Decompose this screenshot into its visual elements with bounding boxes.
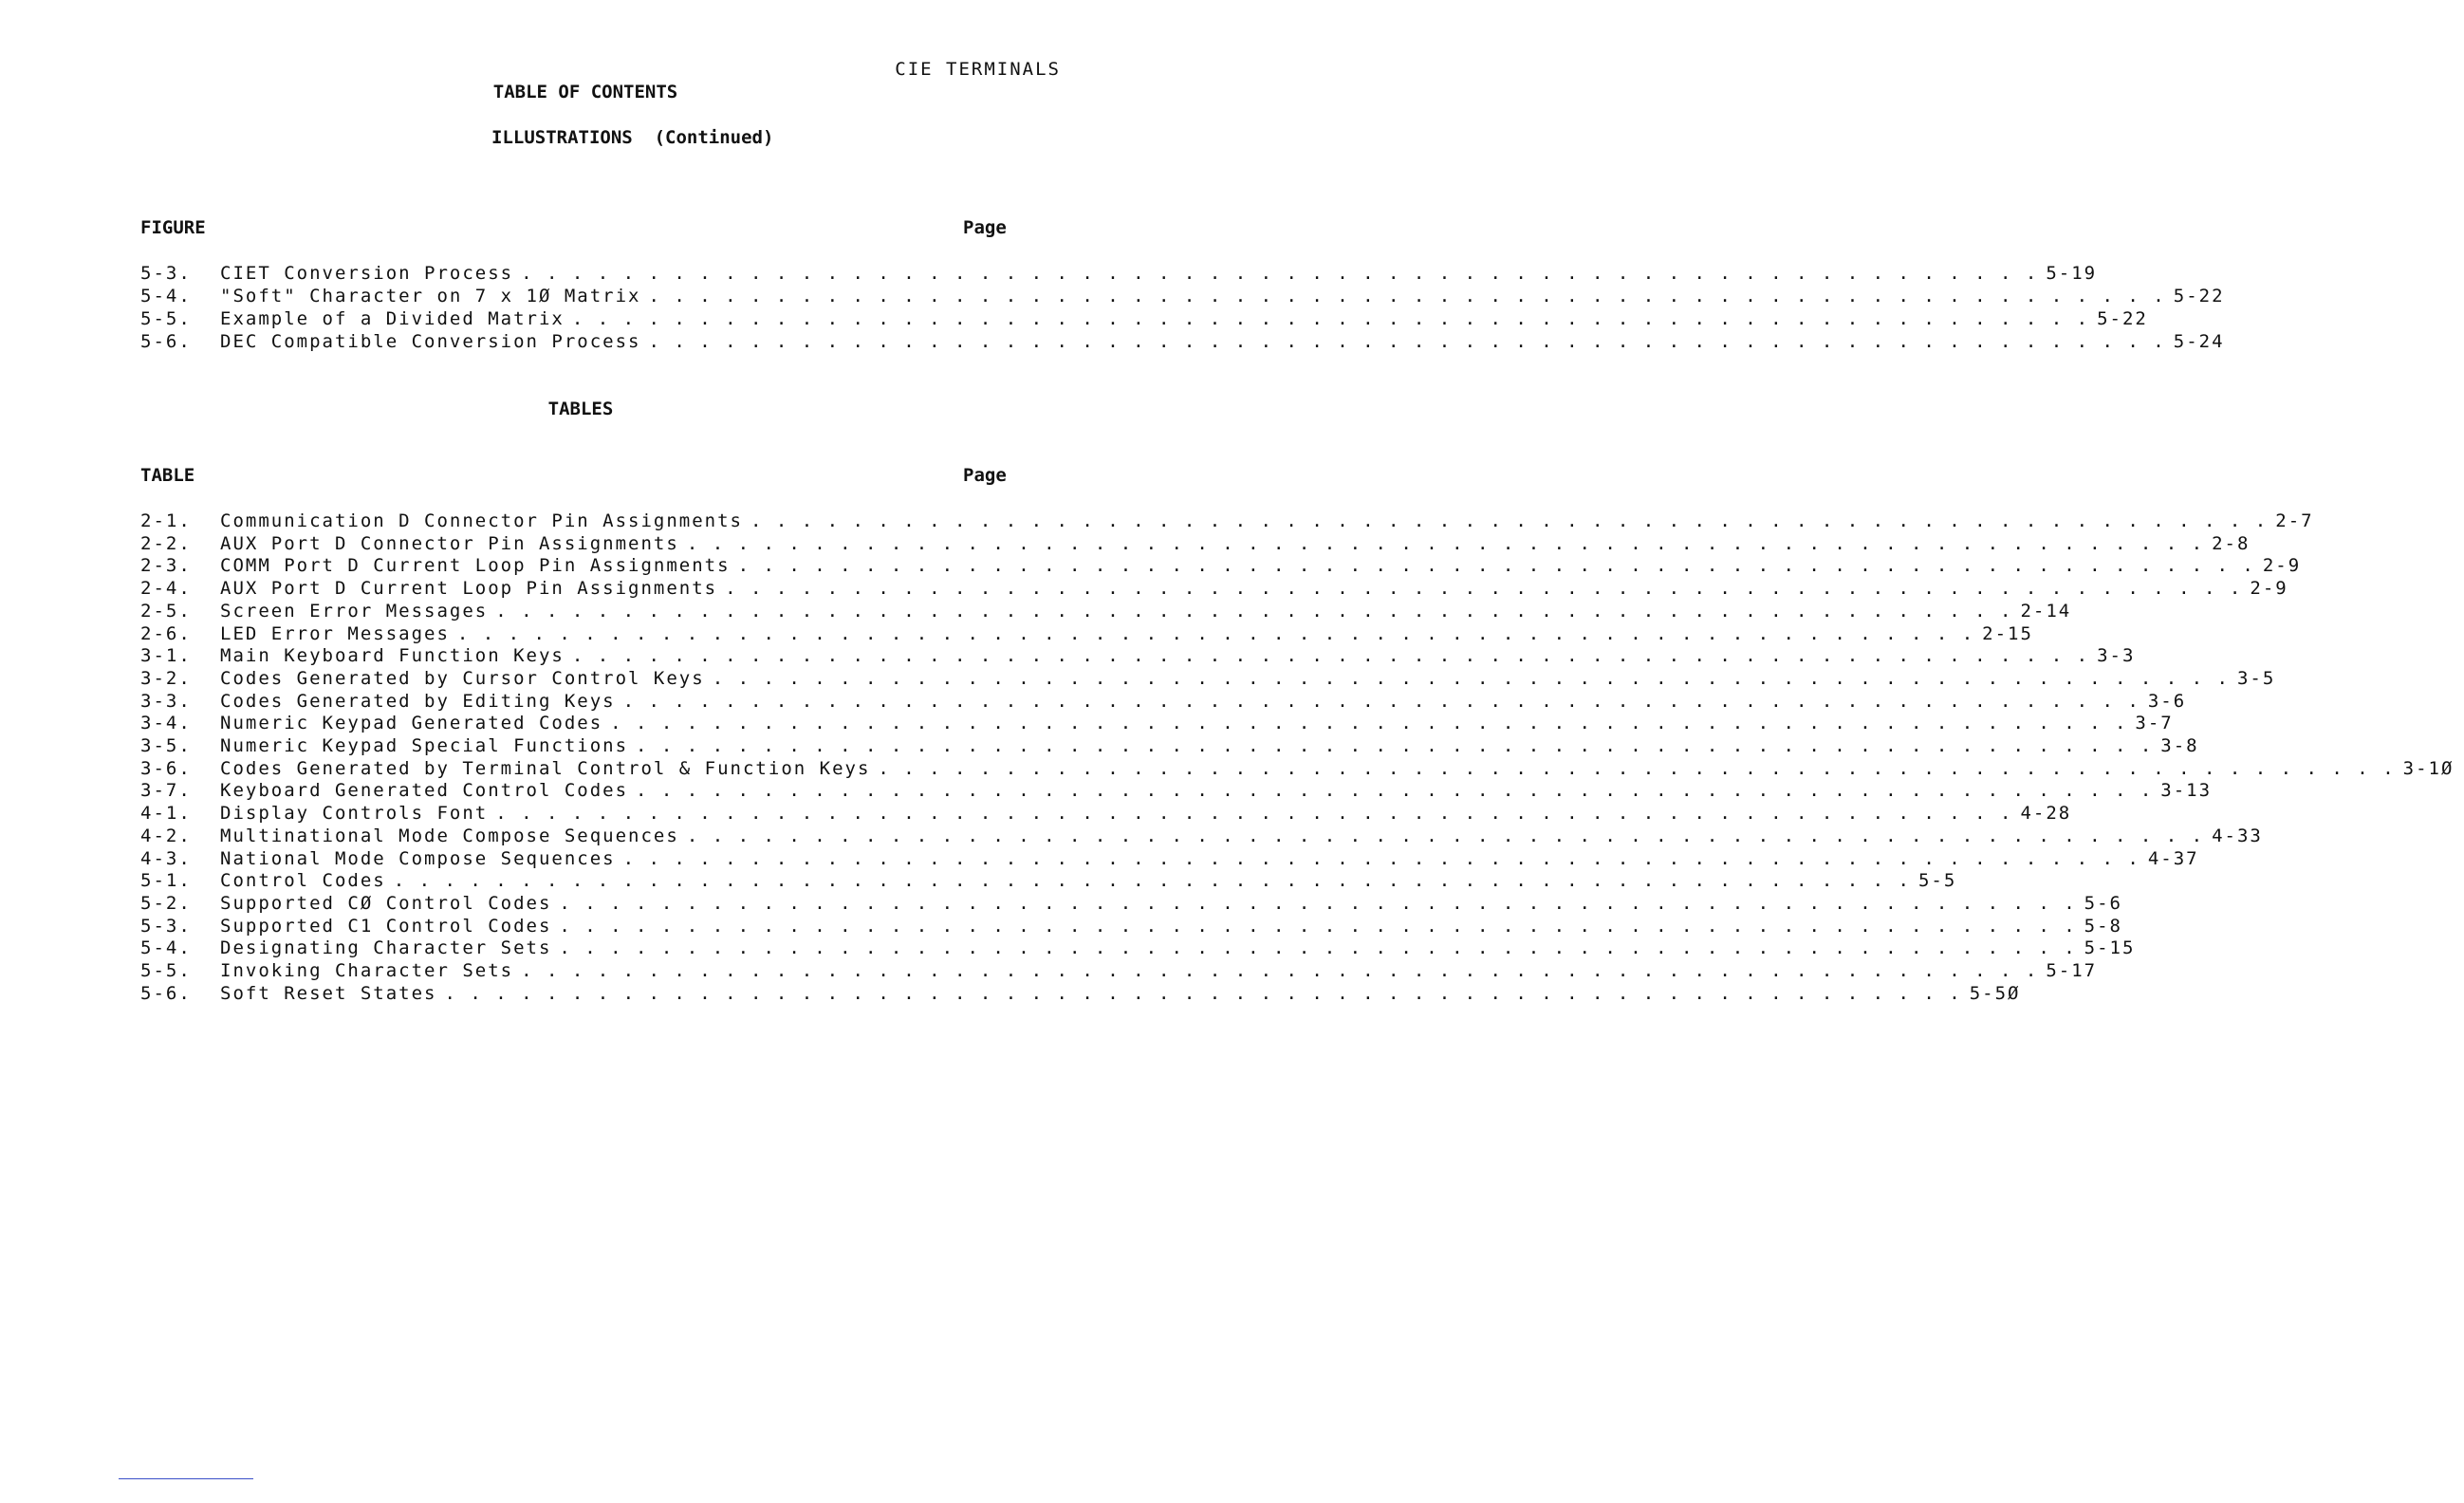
table-column-label: TABLE: [140, 465, 195, 486]
tables-heading: TABLES: [547, 399, 614, 419]
entry-page: 3-5: [2236, 667, 2276, 689]
dot-leader: . . . . . . . . . . . . . . . . . . . . . . . . . . . . . . . . . . . . . . . . . . . . . . . . . . . . . . . . . . . .: [648, 286, 2166, 306]
toc-entry: [140, 780, 2213, 803]
dot-leader: . . . . . . . . . . . . . . . . . . . . . . . . . . . . . . . . . . . . . . . . . . . . . . . . . . . . . . . . . . . .: [521, 263, 2039, 284]
toc-entry: [140, 286, 2225, 308]
dot-leader: . . . . . . . . . . . . . . . . . . . . . . . . . . . . . . . . . . . . . . . . . . . . . . . . . . . . . . . . . . . .: [610, 713, 2128, 734]
entry-page: 2-14: [2020, 600, 2072, 622]
entry-title: "Soft" Character on 7 x 1Ø Matrix: [220, 286, 641, 306]
toc-entry: [140, 915, 2122, 938]
dot-leader: . . . . . . . . . . . . . . . . . . . . . . . . . . . . . . . . . . . . . . . . . . . . . . . . . . . . . . . . . . . .: [725, 578, 2243, 600]
entry-title: Control Codes: [220, 870, 386, 892]
entry-title: COMM Port D Current Loop Pin Assignments: [220, 555, 731, 577]
figure-column-label: FIGURE: [140, 217, 206, 238]
entry-number: 3-2.: [140, 667, 192, 689]
entry-number: 3-7.: [140, 780, 192, 802]
running-header: CIE TERMINALS: [895, 59, 1061, 80]
section-subtitle: ILLUSTRATIONS (Continued): [491, 127, 774, 148]
entry-number: 5-2.: [140, 892, 192, 914]
dot-leader: . . . . . . . . . . . . . . . . . . . . . . . . . . . . . . . . . . . . . . . . . . . . . . . . . . . . . . . . . . . .: [648, 331, 2166, 352]
dot-leader: . . . . . . . . . . . . . . . . . . . . . . . . . . . . . . . . . . . . . . . . . . . . . . . . . . . . . . . . . . . .: [622, 847, 2140, 869]
entry-title: Invoking Character Sets: [220, 960, 514, 981]
toc-entry: [140, 555, 2302, 578]
dot-leader: . . . . . . . . . . . . . . . . . . . . . . . . . . . . . . . . . . . . . . . . . . . . . . . . . . . . . . . . . . . .: [737, 555, 2255, 577]
dot-leader: . . . . . . . . . . . . . . . . . . . . . . . . . . . . . . . . . . . . . . . . . . . . . . . . . . . . . . . . . . . .: [686, 532, 2205, 554]
toc-entry: [140, 982, 2021, 1006]
entry-number: 3-4.: [140, 713, 192, 734]
entry-page: 2-7: [2275, 510, 2314, 531]
dot-leader: . . . . . . . . . . . . . . . . . . . . . . . . . . . . . . . . . . . . . . . . . . . . . . . . . . . . . . . . . . . .: [712, 667, 2230, 689]
toc-entry: [140, 308, 2148, 331]
entry-page: 3-1Ø: [2402, 757, 2455, 779]
entry-number: 2-6.: [140, 622, 192, 644]
dot-leader: . . . . . . . . . . . . . . . . . . . . . . . . . . . . . . . . . . . . . . . . . . . . . . . . . . . . . . . . . . . .: [686, 825, 2205, 846]
entry-title: Codes Generated by Terminal Control & Function Keys: [220, 757, 871, 779]
toc-entry: [140, 735, 2199, 758]
dot-leader: . . . . . . . . . . . . . . . . . . . . . . . . . . . . . . . . . . . . . . . . . . . . . . . . . . . . . . . . . . . .: [559, 892, 2077, 914]
toc-entry: [140, 757, 2455, 781]
entry-title: CIET Conversion Process: [220, 263, 514, 284]
entry-number: 2-3.: [140, 555, 192, 577]
entry-page: 5-19: [2046, 263, 2098, 284]
entry-title: Display Controls Font: [220, 803, 489, 825]
entry-title: Screen Error Messages: [220, 600, 489, 622]
toc-entry: [140, 960, 2098, 983]
entry-number: 5-6.: [140, 982, 192, 1004]
toc-entry: [140, 645, 2136, 668]
entry-title: LED Error Messages: [220, 622, 450, 644]
entry-page: 3-13: [2160, 780, 2213, 802]
entry-title: DEC Compatible Conversion Process: [220, 331, 641, 352]
entry-page: 4-37: [2147, 847, 2199, 869]
toc-entry: [140, 937, 2136, 960]
entry-page: 3-3: [2097, 645, 2136, 667]
toc-entry: [140, 825, 2263, 848]
entry-page: 5-15: [2084, 937, 2136, 959]
entry-page: 5-24: [2173, 331, 2225, 352]
entry-title: Supported C1 Control Codes: [220, 915, 552, 937]
entry-number: 3-3.: [140, 690, 192, 712]
footer-rule: [119, 1478, 253, 1479]
toc-entry: [140, 690, 2187, 714]
entry-page: 3-6: [2147, 690, 2187, 712]
entry-number: 2-2.: [140, 532, 192, 554]
toc-entry: [140, 263, 2098, 286]
entry-number: 3-5.: [140, 735, 192, 756]
entry-title: Designating Character Sets: [220, 937, 552, 959]
entry-title: Multinational Mode Compose Sequences: [220, 825, 679, 846]
entry-title: Codes Generated by Editing Keys: [220, 690, 616, 712]
entry-number: 3-6.: [140, 757, 192, 779]
entry-page: 5-5: [1917, 870, 1957, 892]
toc-entry: [140, 713, 2174, 735]
entry-number: 3-1.: [140, 645, 192, 667]
entry-number: 5-4.: [140, 937, 192, 959]
toc-entry: [140, 331, 2225, 354]
toc-entry: [140, 600, 2072, 623]
entry-title: Supported CØ Control Codes: [220, 892, 552, 914]
entry-page: 5-8: [2084, 915, 2122, 937]
page-title: TABLE OF CONTENTS: [492, 82, 678, 102]
entry-page: 2-8: [2212, 532, 2251, 554]
entry-page: 4-28: [2020, 803, 2072, 825]
dot-leader: . . . . . . . . . . . . . . . . . . . . . . . . . . . . . . . . . . . . . . . . . . . . . . . . . . . . . . . . . . . .: [559, 937, 2077, 959]
entry-page: 2-9: [2250, 578, 2288, 600]
toc-entry: [140, 667, 2276, 691]
entry-title: Numeric Keypad Generated Codes: [220, 713, 603, 734]
entry-number: 5-5.: [140, 960, 192, 981]
entry-page: 5-22: [2097, 308, 2148, 329]
dot-leader: . . . . . . . . . . . . . . . . . . . . . . . . . . . . . . . . . . . . . . . . . . . . . . . . . . . . . . . . . . . .: [495, 803, 2013, 825]
entry-title: Keyboard Generated Control Codes: [220, 780, 629, 802]
entry-page: 2-9: [2262, 555, 2302, 577]
dot-leader: . . . . . . . . . . . . . . . . . . . . . . . . . . . . . . . . . . . . . . . . . . . . . . . . . . . . . . . . . . . .: [393, 870, 1911, 892]
entry-page: 4-33: [2212, 825, 2263, 846]
dot-leader: . . . . . . . . . . . . . . . . . . . . . . . . . . . . . . . . . . . . . . . . . . . . . . . . . . . . . . . . . . . .: [521, 960, 2039, 981]
toc-entry: [140, 532, 2251, 556]
toc-entry: [140, 870, 1957, 893]
entry-page: 2-15: [1982, 622, 2033, 644]
entry-title: Example of a Divided Matrix: [220, 308, 565, 329]
dot-leader: . . . . . . . . . . . . . . . . . . . . . . . . . . . . . . . . . . . . . . . . . . . . . . . . . . . . . . . . . . . .: [878, 757, 2396, 779]
dot-leader: . . . . . . . . . . . . . . . . . . . . . . . . . . . . . . . . . . . . . . . . . . . . . . . . . . . . . . . . . . . .: [636, 780, 2154, 802]
entry-page: 5-17: [2046, 960, 2098, 981]
entry-number: 5-6.: [140, 331, 192, 352]
dot-leader: . . . . . . . . . . . . . . . . . . . . . . . . . . . . . . . . . . . . . . . . . . . . . . . . . . . . . . . . . . . .: [495, 600, 2013, 622]
entry-number: 4-3.: [140, 847, 192, 869]
dot-leader: . . . . . . . . . . . . . . . . . . . . . . . . . . . . . . . . . . . . . . . . . . . . . . . . . . . . . . . . . . . .: [636, 735, 2154, 756]
entry-number: 5-5.: [140, 308, 192, 329]
dot-leader: . . . . . . . . . . . . . . . . . . . . . . . . . . . . . . . . . . . . . . . . . . . . . . . . . . . . . . . . . . . .: [444, 982, 1962, 1004]
dot-leader: . . . . . . . . . . . . . . . . . . . . . . . . . . . . . . . . . . . . . . . . . . . . . . . . . . . . . . . . . . . .: [456, 622, 1975, 644]
toc-entry: [140, 803, 2072, 826]
entry-number: 2-1.: [140, 510, 192, 531]
dot-leader: . . . . . . . . . . . . . . . . . . . . . . . . . . . . . . . . . . . . . . . . . . . . . . . . . . . . . . . . . . . .: [571, 308, 2090, 329]
entry-page: 3-8: [2160, 735, 2199, 756]
entry-number: 4-1.: [140, 803, 192, 825]
entry-title: Soft Reset States: [220, 982, 437, 1004]
entry-page: 5-6: [2084, 892, 2122, 914]
entry-page: 3-7: [2135, 713, 2174, 734]
figure-page-label: Page: [963, 217, 1007, 238]
entry-page: 5-5Ø: [1969, 982, 2021, 1004]
entry-number: 5-3.: [140, 263, 192, 284]
dot-leader: . . . . . . . . . . . . . . . . . . . . . . . . . . . . . . . . . . . . . . . . . . . . . . . . . . . . . . . . . . . .: [571, 645, 2090, 667]
entry-title: Numeric Keypad Special Functions: [220, 735, 629, 756]
dot-leader: . . . . . . . . . . . . . . . . . . . . . . . . . . . . . . . . . . . . . . . . . . . . . . . . . . . . . . . . . . . .: [750, 510, 2269, 531]
entry-title: AUX Port D Connector Pin Assignments: [220, 532, 679, 554]
entry-number: 4-2.: [140, 825, 192, 846]
toc-entry: [140, 892, 2122, 916]
table-page-label: Page: [963, 465, 1007, 486]
dot-leader: . . . . . . . . . . . . . . . . . . . . . . . . . . . . . . . . . . . . . . . . . . . . . . . . . . . . . . . . . . . .: [622, 690, 2140, 712]
entry-number: 2-4.: [140, 578, 192, 600]
entry-number: 2-5.: [140, 600, 192, 622]
entry-number: 5-1.: [140, 870, 192, 892]
entry-number: 5-4.: [140, 286, 192, 306]
entry-title: Codes Generated by Cursor Control Keys: [220, 667, 705, 689]
entry-number: 5-3.: [140, 915, 192, 937]
entry-title: National Mode Compose Sequences: [220, 847, 616, 869]
toc-entry: [140, 578, 2288, 601]
toc-entry: [140, 510, 2314, 533]
entry-page: 5-22: [2173, 286, 2225, 306]
toc-entry: [140, 622, 2033, 646]
entry-title: AUX Port D Current Loop Pin Assignments: [220, 578, 718, 600]
entry-title: Communication D Connector Pin Assignments: [220, 510, 743, 531]
entry-title: Main Keyboard Function Keys: [220, 645, 565, 667]
dot-leader: . . . . . . . . . . . . . . . . . . . . . . . . . . . . . . . . . . . . . . . . . . . . . . . . . . . . . . . . . . . .: [559, 915, 2077, 937]
toc-entry: [140, 847, 2199, 871]
